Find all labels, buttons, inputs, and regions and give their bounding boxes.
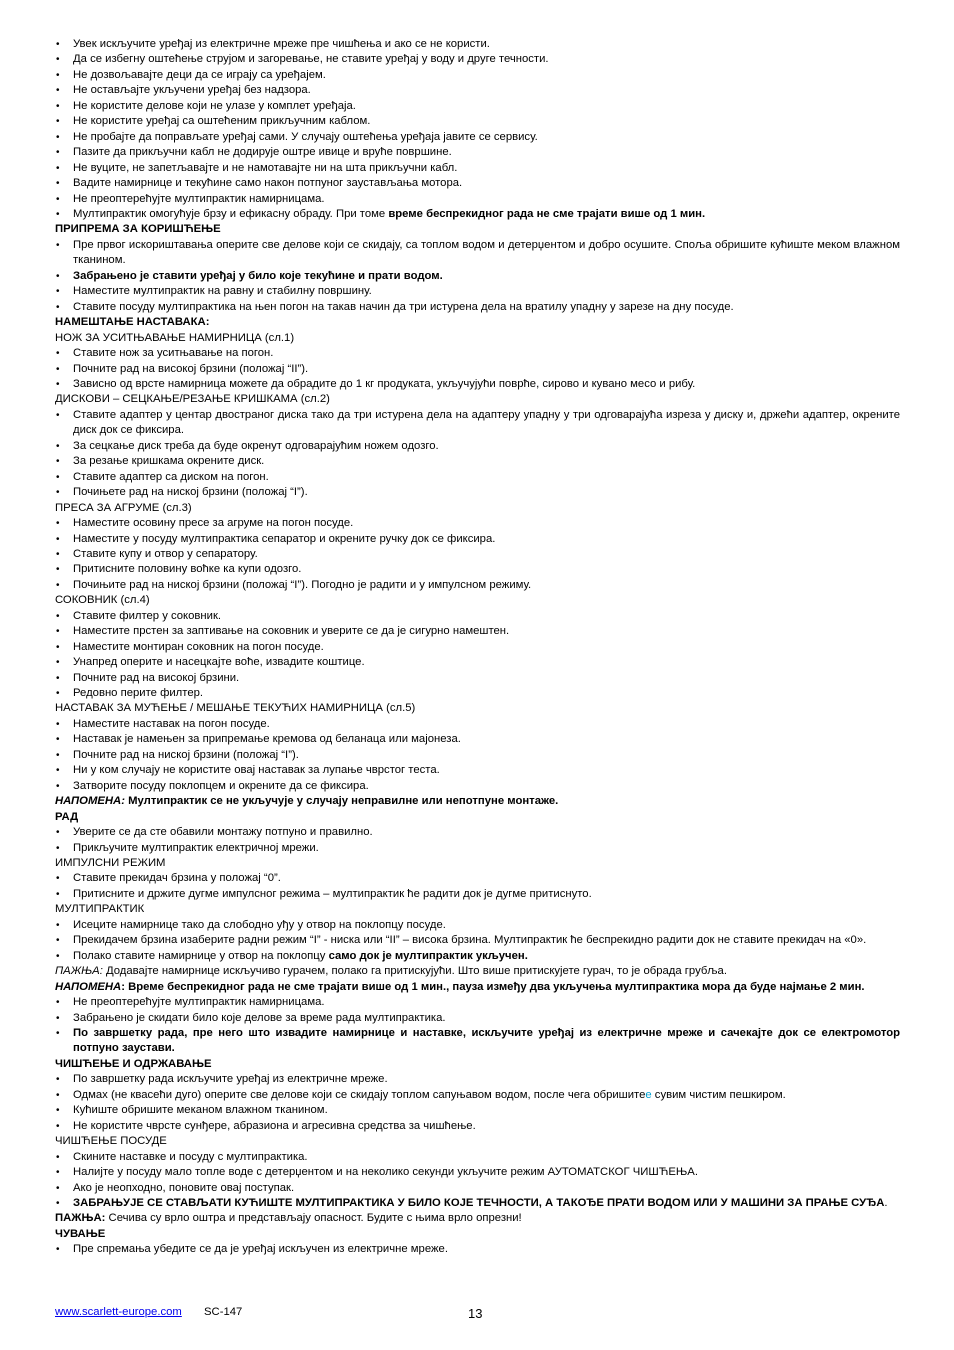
bullet-item (55, 918, 900, 933)
text-line (55, 794, 900, 809)
text-run: Ставите купу и отвор у сепаратору. (73, 547, 258, 560)
text-line (55, 1211, 900, 1226)
bullet-item (55, 1181, 900, 1196)
text-run: Зависно од врсте намирница можете да обрадите до 1 кг продуката, укључујући поврће, сирово и кувано месо и рибу. (73, 377, 696, 390)
text-run: Не преоптерећујте мултипрактик намирницама. (73, 192, 325, 205)
text-run: ЧИШЋЕЊЕ И ОДРЖАВАЊЕ (55, 1057, 212, 1070)
bullet-item (55, 717, 900, 732)
text-run: Додавајте намирнице искључиво гурачем, полако га притискујући. Што више притискујете гурач, то је обрада грубља. (102, 965, 727, 978)
bullet-item (55, 145, 900, 160)
text-run: По завршетку рада, пре него што извадите намирнице и наставке, искључите уређај из електричне мреже и сачекајте док се електромотор потпуно заустави. (73, 1027, 900, 1055)
text-run: Наместите у посуду мултипрактика сепаратор и окрените ручку док се фиксира. (73, 532, 496, 545)
text-run: Наместите наставак на погон посуде. (73, 717, 270, 730)
text-run: Скините наставке и посуду с мултипрактика. (73, 1150, 308, 1163)
bullet-item (55, 624, 900, 639)
text-line (55, 856, 900, 871)
text-run: Унапред оперите и насецкајте воће, извадите коштице. (73, 656, 365, 669)
text-run: Прикључите мултипрактик електричној мрежи. (73, 841, 319, 854)
text-run: ПАЖЊА: (55, 1212, 106, 1225)
bullet-item (55, 37, 900, 52)
text-run: Пре спремања убедите се да је уређај искључен из електричне мреже. (73, 1243, 448, 1256)
bullet-item (55, 562, 900, 577)
text-run: Не вуците, не запетљавајте и не намотавајте ни на шта прикључни кабл. (73, 161, 458, 174)
text-run: Не преоптерећујте мултипрактик намирницама. (73, 996, 325, 1009)
page-footer (55, 1306, 900, 1322)
text-line (55, 331, 900, 346)
text-run: ИМПУЛСНИ РЕЖИМ (55, 857, 166, 870)
text-line (55, 1134, 900, 1149)
text-run: Прекидачем брзина изаберите радни режим “I” - ниска или “II” – висока брзина. Мултипрактик ће беспрекидно радити док не ставите прекидач на «0». (73, 934, 867, 947)
bullet-item (55, 748, 900, 763)
bullet-item (55, 1088, 900, 1103)
bullet-item (55, 516, 900, 531)
text-run: Забрањено је ставити уређај у било које текућине и прати водом. (73, 269, 443, 282)
text-run: Полако ставите намирнице у отвор на поклопцу (73, 949, 329, 962)
bullet-item (55, 779, 900, 794)
text-run: ЧУВАЊЕ (55, 1227, 106, 1240)
section-heading (55, 1057, 900, 1072)
text-run: Исеците намирнице тако да слободно уђу у отвор на поклопцу посуде. (73, 918, 446, 931)
text-run: Ставите нож за уситњавање на погон. (73, 347, 274, 360)
text-run: Налијте у посуду мало топле воде с детерџентом и на неколико секунди укључите режим АУТОМАТСКОГ ЧИШЋЕЊА. (73, 1166, 698, 1179)
bullet-item (55, 83, 900, 98)
text-line (55, 392, 900, 407)
text-run: Не користите делове који не улазе у комплет уређаја. (73, 99, 356, 112)
text-run: Наместите мултипрактик на равну и стабилну површину. (73, 285, 372, 298)
bullet-item (55, 871, 900, 886)
text-run: Наместите монтиран соковник на погон посуде. (73, 640, 324, 653)
text-run: Не дозвољавајте деци да се играју са уређајем. (73, 68, 326, 81)
bullet-item (55, 470, 900, 485)
bullet-item (55, 1103, 900, 1118)
text-run: Ни у ком случају не користите овај наставак за лупање чврстог теста. (73, 764, 440, 777)
bullet-item (55, 238, 900, 269)
text-line (55, 701, 900, 716)
text-run: Ставите прекидач брзина у положај “0”. (73, 872, 281, 885)
bullet-item (55, 176, 900, 191)
bullet-item (55, 933, 900, 948)
text-run: Почните рад на високој брзини. (73, 671, 240, 684)
text-line (55, 501, 900, 516)
text-run: ЧИШЋЕЊЕ ПОСУДЕ (55, 1135, 167, 1148)
section-heading (55, 222, 900, 237)
bullet-item (55, 949, 900, 964)
text-run: ДИСКОВИ – СЕЦКАЊЕ/РЕЗАЊЕ КРИШКАМА (сл.2) (55, 393, 330, 406)
text-line (55, 593, 900, 608)
text-run: Сечива су врло оштра и представљају опасност. Будите с њима врло опрезни! (105, 1212, 522, 1225)
text-run: Почињите рад на ниској брзини (положај “I”). Погодно је радити и у импулсном режиму. (73, 578, 532, 591)
bullet-item (55, 1165, 900, 1180)
model-number: SC-147 (204, 1306, 243, 1318)
text-run: Увек искључите уређај из електричне мреже пре чишћења и ако се не користи. (73, 38, 490, 50)
text-run: НАПОМЕНА (55, 980, 122, 993)
text-run: Мултипрактик омогућује брзу и ефикасну обраду. При томе (73, 207, 389, 220)
section-heading (55, 810, 900, 825)
text-run: НОЖ ЗА УСИТЊАВАЊЕ НАМИРНИЦА (сл.1) (55, 331, 295, 344)
text-run: Не пробајте да поправљате уређај сами. У случају оштећења уређаја јавите се сервису. (73, 130, 538, 143)
bullet-item (55, 825, 900, 840)
text-run: Не користите чврсте сунђере, абразиона и агресивна средства за чишћење. (73, 1119, 476, 1132)
text-run: Притисните и држите дугме импулсног режима – мултипрактик ће радити док је дугме притиснуто. (73, 887, 592, 900)
text-run: Редовно перите филтер. (73, 687, 204, 700)
text-run: Не користите уређај са оштећеним прикључним каблом. (73, 115, 371, 128)
text-run: Почните рад на високој брзини (положај “II”). (73, 362, 309, 375)
text-run: За сецкање диск треба да буде окренут одговарајућим ножем одозго. (73, 439, 439, 452)
bullet-item (55, 454, 900, 469)
bullet-item (55, 1196, 900, 1211)
bullet-item (55, 114, 900, 129)
page-number: 13 (468, 1306, 483, 1321)
text-run: Наместите осовину пресе за агруме на погон посуде. (73, 517, 354, 530)
bullet-item (55, 1072, 900, 1087)
text-run: Ставите адаптер са диском на погон. (73, 470, 269, 483)
bullet-item (55, 1150, 900, 1165)
text-run: Вадите намирнице и текућине само након потпуног заустављања мотора. (73, 177, 463, 190)
bullet-item (55, 207, 900, 222)
bullet-item (55, 52, 900, 67)
bullet-item (55, 377, 900, 392)
website-link[interactable]: www.scarlett-europe.com (55, 1306, 182, 1318)
bullet-item (55, 192, 900, 207)
bullet-item (55, 995, 900, 1010)
bullet-item (55, 439, 900, 454)
text-run: Почните рад на ниској брзини (положај “I”). (73, 748, 299, 761)
text-run: Пре првог искориштавања оперите све делове који се скидају, са топлом водом и детерџентом и добро осушите. Споља обришите кућиште меком влажном тканином. (73, 238, 900, 267)
text-run: Пазите да прикључни кабл не додирује оштре ивице и вруће површине. (73, 146, 452, 159)
bullet-item (55, 532, 900, 547)
text-run: . (884, 1196, 888, 1209)
text-run: ПРЕСА ЗА АГРУМЕ (сл.3) (55, 501, 192, 514)
text-run: НАСТАВАК ЗА МУЋЕЊЕ / МЕШАЊЕ ТЕКУЋИХ НАМИРНИЦА (сл.5) (55, 702, 416, 715)
bullet-item (55, 1026, 900, 1057)
bullet-item (55, 284, 900, 299)
text-run: Одмах (не квасећи дуго) оперите све делове који се скидају топлом сапуњавом водом, после чега обришите (73, 1088, 646, 1101)
bullet-item (55, 841, 900, 856)
bullet-item (55, 1242, 900, 1257)
text-run: ПРИПРЕМА ЗА КОРИШЋЕЊЕ (55, 223, 221, 236)
text-run: МУЛТИПРАКТИК (55, 903, 145, 916)
bullet-item (55, 408, 900, 439)
text-run: Да се избегну оштећење струјом и загоревање, не ставите уређај у воду и друге течности. (73, 53, 549, 66)
bullet-item (55, 346, 900, 361)
text-run: НАМЕШТАЊЕ НАСТАВАКА: (55, 316, 210, 329)
bullet-item (55, 99, 900, 114)
bullet-item (55, 547, 900, 562)
text-run: сувим чистим пешкиром. (651, 1088, 786, 1101)
bullet-item (55, 68, 900, 83)
bullet-item (55, 161, 900, 176)
bullet-item (55, 763, 900, 778)
text-run: ПАЖЊА: (55, 965, 103, 978)
text-run: Наместите прстен за заптивање на соковник и уверите се да је сигурно намештен. (73, 625, 510, 638)
bullet-item (55, 655, 900, 670)
text-run: Кућиште обришите меканом влажном тканином. (73, 1104, 328, 1117)
bullet-item (55, 732, 900, 747)
document-body (55, 37, 900, 1258)
bullet-item (55, 130, 900, 145)
bullet-item (55, 485, 900, 500)
text-run: Наставак је намењен за припремање кремова од беланаца или мајонеза. (73, 733, 461, 746)
text-run: Притисните половину воћке ка купи одозго. (73, 563, 302, 576)
section-heading (55, 1227, 900, 1242)
text-run: По завршетку рада искључите уређај из електричне мреже. (73, 1073, 388, 1086)
bullet-item (55, 1011, 900, 1026)
bullet-item (55, 269, 900, 284)
text-line (55, 980, 900, 995)
section-heading (55, 315, 900, 330)
text-run: време беспрекидног рада не сме трајати више од 1 мин. (388, 207, 706, 220)
text-run: Не остављајте укључени уређај без надзора. (73, 84, 311, 97)
bullet-item (55, 887, 900, 902)
bullet-item (55, 609, 900, 624)
bullet-item (55, 686, 900, 701)
text-run: СОКОВНИК (сл.4) (55, 594, 150, 607)
text-run: Затворите посуду поклопцем и окрените да се фиксира. (73, 779, 369, 792)
bullet-item (55, 640, 900, 655)
text-line (55, 964, 900, 979)
text-run: РАД (55, 810, 79, 823)
bullet-item (55, 1119, 900, 1134)
text-run: Забрањено је скидати било које делове за време рада мултипрактика. (73, 1011, 446, 1024)
bullet-item (55, 578, 900, 593)
text-run: Почињете рад на ниској брзини (положај “I”). (73, 486, 308, 499)
bullet-item (55, 362, 900, 377)
text-line (55, 902, 900, 917)
text-run: Мултипрактик се не укључује у случају неправилне или непотпуне монтаже. (124, 795, 559, 808)
text-run: : Време беспрекидног рада не сме трајати више од 1 мин., пауза између два укључења мултипрактика мора да буде најмање 2 мин. (121, 980, 865, 993)
text-run: Ставите посуду мултипрактика на њен погон на такав начин да три истурена дела на вратилу упадну у зарезе на дну посуде. (73, 300, 734, 313)
text-run: Ако је неопходно, поновите овај поступак. (73, 1181, 295, 1194)
text-run: само док је мултипрактик укључен. (328, 949, 528, 962)
text-run: Ставите филтер у соковник. (73, 609, 222, 622)
text-run: Уверите се да сте обавили монтажу потпуно и правилно. (73, 826, 373, 839)
text-run: За резање кришкама окрените диск. (73, 455, 265, 468)
text-run: Ставите адаптер у центар двостраног диска тако да три истурена дела на адаптеру упадну у три одговарајућа изреза у диску и, држећи адаптер, окрените диск док се фиксира. (73, 408, 900, 437)
text-run: НАПОМЕНА: (55, 795, 125, 808)
text-run: ЗАБРАЊУЈЕ СЕ СТАВЉАТИ КУЋИШТЕ МУЛТИПРАКТИКА У БИЛО КОЈЕ ТЕЧНОСТИ, А ТАКОЂЕ ПРАТИ ВОДОМ ИЛИ У МАШИНИ ЗА ПРАЊЕ СУЂА (73, 1196, 885, 1209)
text-run: е (645, 1088, 652, 1101)
bullet-item (55, 671, 900, 686)
bullet-item (55, 300, 900, 315)
